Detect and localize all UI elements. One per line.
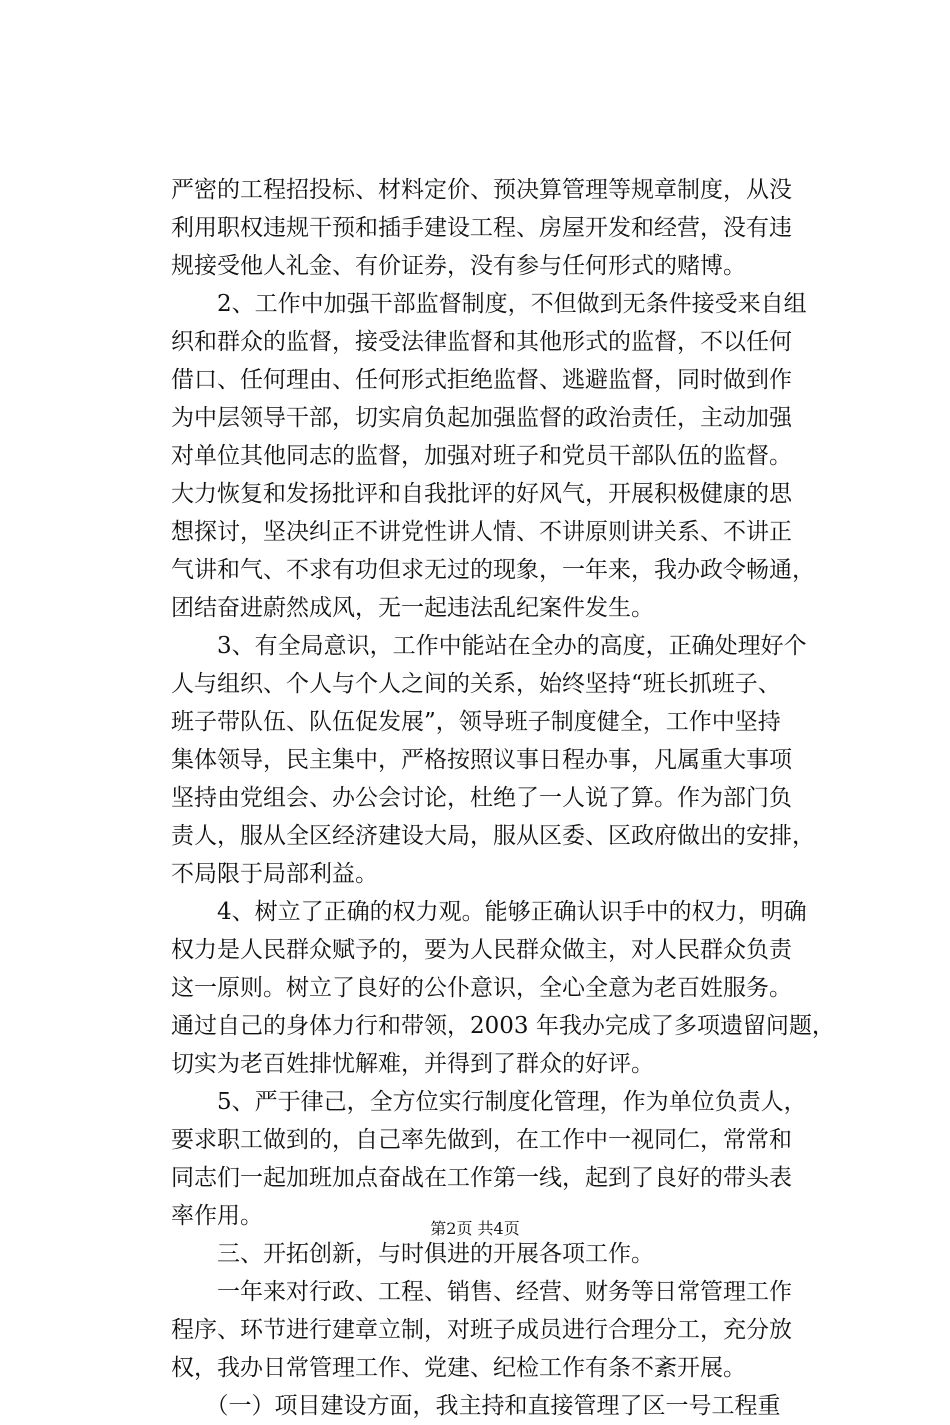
page-footer: [0, 1218, 950, 1240]
text-line: 集体领导，民主集中，严格按照议事日程办事，凡属重大事项: [171, 747, 792, 773]
text-line: 想探讨，坚决纠正不讲党性讲人情、不讲原则讲关系、不讲正: [171, 519, 792, 545]
text-line: 人与组织、个人与个人之间的关系，始终坚持“班长抓班子、: [171, 671, 781, 697]
text-line: 同志们一起加班加点奋战在工作第一线，起到了良好的带头表: [171, 1165, 792, 1191]
text-line: 权，我办日常管理工作、党建、纪检工作有条不紊开展。: [171, 1355, 746, 1381]
text-line: 一年来对行政、工程、销售、经营、财务等日常管理工作: [171, 1279, 792, 1305]
text-line: 不局限于局部利益。: [171, 861, 378, 887]
text-line: 2、工作中加强干部监督制度，不但做到无条件接受来自组: [171, 291, 807, 317]
text-line: 5、严于律己，全方位实行制度化管理，作为单位负责人，: [171, 1089, 807, 1115]
text-line: 织和群众的监督，接受法律监督和其他形式的监督，不以任何: [171, 329, 792, 355]
text-line: 借口、任何理由、任何形式拒绝监督、逃避监督，同时做到作: [171, 367, 792, 393]
text-line: 率作用。: [171, 1203, 263, 1229]
text-line: 规接受他人礼金、有价证券，没有参与任何形式的赌博。: [171, 253, 746, 279]
text-line: 团结奋进蔚然成风，无一起违法乱纪案件发生。: [171, 595, 654, 621]
text-line: 坚持由党组会、办公会讨论，杜绝了一人说了算。作为部门负: [171, 785, 792, 811]
text-line: 4、树立了正确的权力观。能够正确认识手中的权力，明确: [171, 899, 807, 925]
text-line: 班子带队伍、队伍促发展”，领导班子制度健全，工作中坚持: [171, 709, 781, 735]
text-line: 对单位其他同志的监督，加强对班子和党员干部队伍的监督。: [171, 443, 792, 469]
text-line: 切实为老百姓排忧解难，并得到了群众的好评。: [171, 1051, 654, 1077]
text-line: 3、有全局意识，工作中能站在全办的高度，正确处理好个: [171, 633, 807, 659]
text-line: 权力是人民群众赋予的，要为人民群众做主，对人民群众负责: [171, 937, 792, 963]
text-line: 利用职权违规干预和插手建设工程、房屋开发和经营，没有违: [171, 215, 792, 241]
text-line: （一）项目建设方面，我主持和直接管理了区一号工程重: [171, 1393, 781, 1419]
text-line: 通过自己的身体力行和带领，2003 年我办完成了多项遗留问题，: [171, 1013, 835, 1039]
text-line: 气讲和气、不求有功但求无过的现象，一年来，我办政令畅通，: [171, 557, 815, 583]
text-line: 这一原则。树立了良好的公仆意识，全心全意为老百姓服务。: [171, 975, 792, 1001]
text-line: 大力恢复和发扬批评和自我批评的好风气，开展积极健康的思: [171, 481, 792, 507]
page-number: 第2页 共4页: [430, 1219, 520, 1238]
text-line: 责人，服从全区经济建设大局，服从区委、区政府做出的安排，: [171, 823, 815, 849]
text-line: 严密的工程招投标、材料定价、预决算管理等规章制度，从没: [171, 177, 792, 203]
text-line: 程序、环节进行建章立制，对班子成员进行合理分工，充分放: [171, 1317, 792, 1343]
text-line: 为中层领导干部，切实肩负起加强监督的政治责任，主动加强: [171, 405, 792, 431]
text-line: 要求职工做到的，自己率先做到，在工作中一视同仁，常常和: [171, 1127, 792, 1153]
text-line: 三、开拓创新，与时俱进的开展各项工作。: [171, 1241, 654, 1267]
